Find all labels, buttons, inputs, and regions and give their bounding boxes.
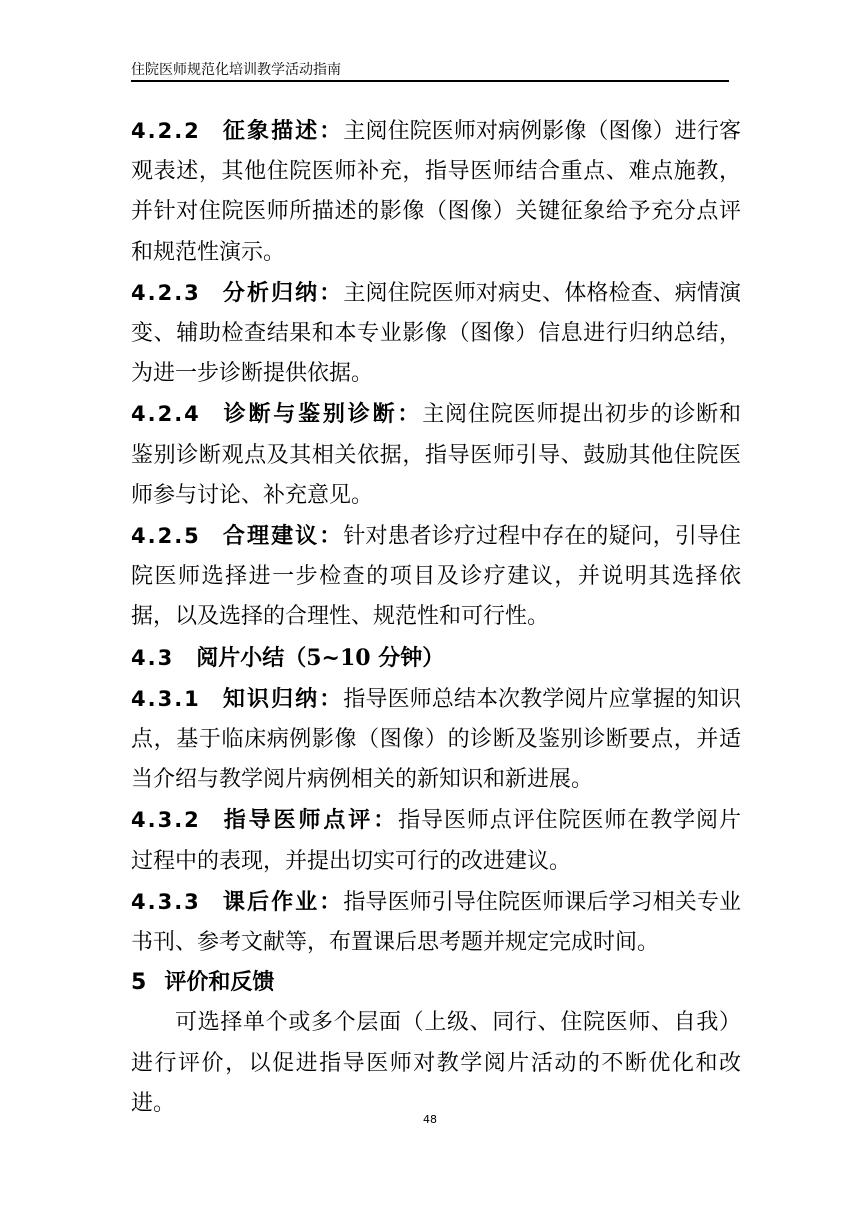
section-4-3-1 xyxy=(131,679,741,801)
section-heading: 阅片小结（5~10 分钟） xyxy=(196,644,445,671)
section-4-3-3 xyxy=(131,882,741,963)
section-number: 4.2.5 xyxy=(131,524,201,549)
section-4-2-3 xyxy=(131,273,741,395)
section-text: 针对患者诊疗过程中存在的疑问，引导住院医师选择进一步检查的项目及诊疗建议，并说明其选择依据，以及选择的合理性、规范性和可行性。 xyxy=(131,524,741,630)
section-text: 指导医师点评住院医师在教学阅片过程中的表现，并提出切实可行的改进建议。 xyxy=(131,808,741,874)
chapter-title: 评价和反馈 xyxy=(164,970,275,996)
section-number: 4.3 xyxy=(131,645,175,670)
section-text: 指导医师总结本次教学阅片应掌握的知识点，基于临床病例影像（图像）的诊断及鉴别诊断要点，并适当介绍与教学阅片病例相关的新知识和新进展。 xyxy=(131,686,741,793)
section-number: 4.2.3 xyxy=(131,280,201,305)
section-term: 课后作业： xyxy=(222,888,344,915)
chapter-5-heading xyxy=(131,963,741,1003)
section-text: 主阅住院医师提出初步的诊断和鉴别诊断观点及其相关依据，指导医师引导、鼓励其他住院医师参与讨论、补充意见。 xyxy=(131,402,741,508)
section-4-2-5 xyxy=(131,516,741,638)
section-term: 合理建议： xyxy=(222,523,344,550)
section-term: 知识归纳： xyxy=(222,685,344,712)
section-number: 4.3.1 xyxy=(131,686,201,711)
section-number: 4.2.2 xyxy=(131,119,201,143)
section-number: 4.2.4 xyxy=(131,402,201,427)
page-number: 48 xyxy=(423,1113,437,1126)
section-4-2-2 xyxy=(131,111,741,273)
section-term: 诊断与鉴别诊断： xyxy=(222,401,423,428)
section-term: 征象描述： xyxy=(222,118,344,144)
section-term: 指导医师点评： xyxy=(222,807,399,834)
section-number: 4.3.2 xyxy=(131,808,201,833)
section-text: 指导医师引导住院医师课后学习相关专业书刊、参考文献等，布置课后思考题并规定完成时间。 xyxy=(131,889,741,956)
header-divider xyxy=(131,80,729,82)
section-text: 主阅住院医师对病例影像（图像）进行客观表述，其他住院医师补充，指导医师结合重点、难点施教，并针对住院医师所描述的影像（图像）关键征象给予充分点评和规范性演示。 xyxy=(131,119,741,265)
section-number: 4.3.3 xyxy=(131,889,201,914)
section-4-2-4 xyxy=(131,394,741,516)
section-term: 分析归纳： xyxy=(222,279,344,306)
chapter-number: 5 xyxy=(131,970,147,996)
running-header: 住院医师规范化培训教学活动指南 xyxy=(131,62,341,78)
section-4-3-heading xyxy=(131,638,741,679)
chapter-5-body: 可选择单个或多个层面（上级、同行、住院医师、自我）进行评价，以促进指导医师对教学阅片活动的不断优化和改进。 xyxy=(131,1010,741,1116)
page-body xyxy=(131,111,741,1124)
section-text: 主阅住院医师对病史、体格检查、病情演变、辅助检查结果和本专业影像（图像）信息进行归纳总结，为进一步诊断提供依据。 xyxy=(131,280,741,387)
section-4-3-2 xyxy=(131,800,741,881)
